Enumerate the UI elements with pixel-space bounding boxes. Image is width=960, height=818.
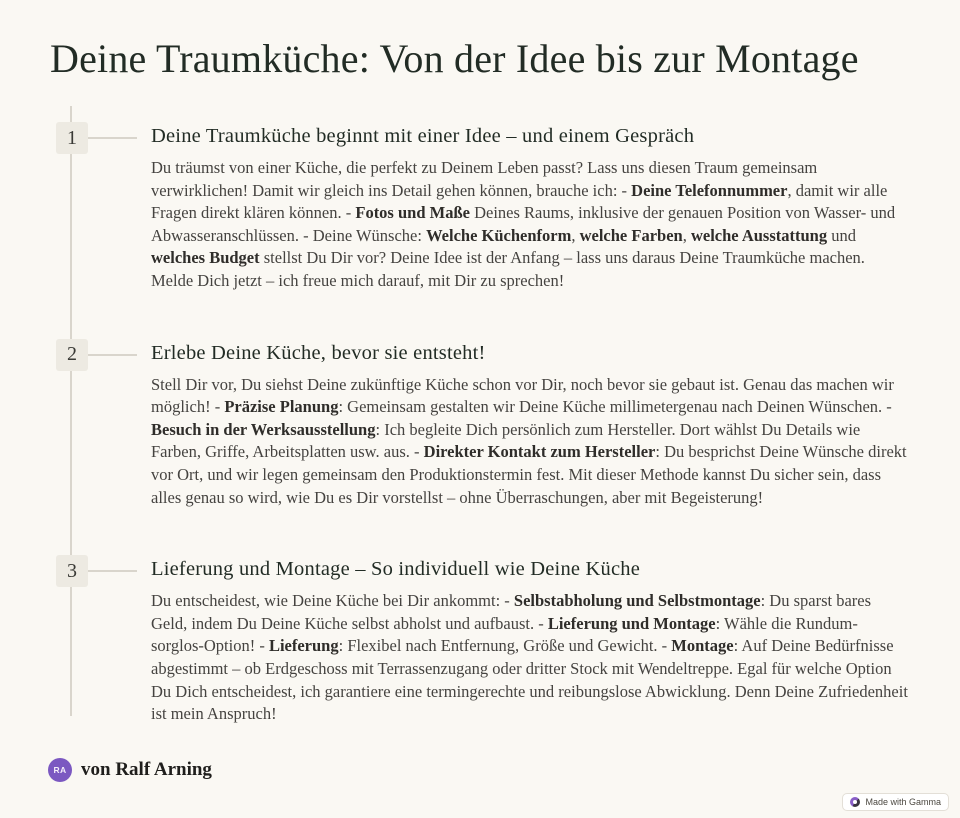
timeline-step-3 [50,555,910,726]
step-content [151,339,910,510]
section-body: Du träumst von einer Küche, die perfekt zu Deinem Leben passt? Lass uns diesen Traum gemeinsam verwirklichen! Damit wir gleich ins Detail gehen können, brauche ich: - Deine Telefonnummer, damit wir alle Fragen direkt klären können. - Fotos und Maße Deines Raums, inklusive der genauen Position von Wasser- und Abwasseranschlüssen. - Deine Wünsche: Welche Küchenform, welche Farben, welche Ausstattung und welches Budget stellst Du Dir vor? Deine Idee ist der Anfang – lass uns daraus Deine Traumküche machen. Melde Dich jetzt – ich freue mich darauf, mit Dir zu sprechen! [151,158,896,290]
gamma-logo-icon [850,797,860,807]
author-byline-row [48,758,960,782]
avatar: RA [48,758,72,782]
gamma-badge-label: Made with Gamma [865,797,941,807]
step-number-badge: 2 [56,339,88,371]
section-heading: Erlebe Deine Küche, bevor sie entsteht! [151,341,486,364]
section-body: Du entscheidest, wie Deine Küche bei Dir ankommt: - Selbstabholung und Selbstmontage: Du sparst bares Geld, indem Du Deine Küche selbst abholst und aufbaust. - Lieferung und Montage: Wähle die Rundum-sorglos-Option! - Lieferung: Flexibel nach Entfernung, Größe und Gewicht. - Montage: Auf Deine Bedürfnisse abgestimmt – ob Erdgeschoss mit Terrassenzugang oder dritter Stock mit Wendeltreppe. Egal für welche Option Du Dich entscheidest, ich garantiere eine termingerechte und reibungslose Abwicklung. Denn Deine Zufriedenheit ist mein Anspruch! [151,591,908,724]
step-badge-column [50,339,88,371]
step-content [151,122,910,293]
section-heading: Deine Traumküche beginnt mit einer Idee – und einem Gespräch [151,125,695,147]
step-badge-column [50,555,88,587]
step-badge-column [50,122,88,154]
timeline-step-1 [50,122,910,293]
timeline [50,122,910,726]
section-heading: Lieferung und Montage – So individuell wie Deine Küche [151,558,641,581]
step-number-badge: 3 [56,555,88,587]
step-number-badge: 1 [56,122,88,154]
made-with-gamma-badge[interactable] [842,793,949,811]
timeline-step-2 [50,339,910,510]
byline: von Ralf Arning [81,758,212,780]
section-body: Stell Dir vor, Du siehst Deine zukünftige Küche schon vor Dir, noch bevor sie gebaut ist. Genau das machen wir möglich! - Präzise Planung: Gemeinsam gestalten wir Deine Küche millimetergenau nach Deinen Wünschen. - Besuch in der Werksausstellung: Ich begleite Dich persönlich zum Hersteller. Dort wählst Du Details wie Farben, Griffe, Arbeitsplatten usw. aus. - Direkter Kontakt zum Hersteller: Du besprichst Deine Wünsche direkt vor Ort, und wir legen gemeinsam den Produktionstermin fest. Mit dieser Methode kannst Du sicher sein, dass alles genau so wird, wie Du es Dir vorstellst – ohne Überraschungen, aber mit Begeisterung! [151,374,907,507]
step-content [151,555,910,726]
page-title: Deine Traumküche: Von der Idee bis zur Montage [50,36,859,81]
